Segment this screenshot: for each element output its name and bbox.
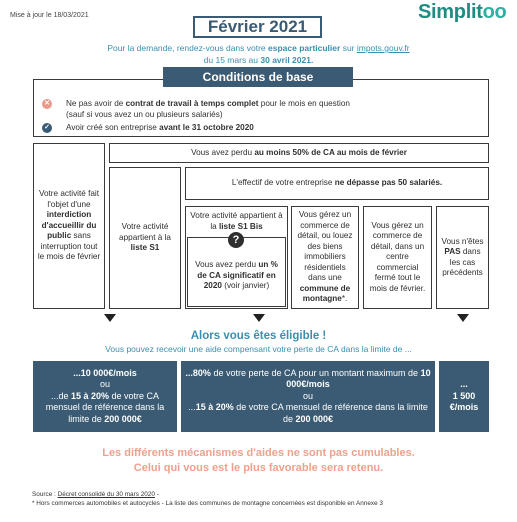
- cond-text: pour le mois en question: [258, 99, 350, 108]
- footer-text: Source :: [32, 491, 58, 498]
- conditions-box: [33, 79, 489, 137]
- aid-box-1: [33, 361, 177, 432]
- intro-text: [30, 43, 487, 66]
- warning-text: [40, 446, 477, 476]
- source-link[interactable]: Décret consolidé du 30 mars 2020: [57, 491, 155, 498]
- crit-bold: un % de CA significatif en 2020: [197, 260, 278, 291]
- cond-text: (sauf si vous avez un ou plusieurs salariés): [66, 110, 223, 119]
- condition-text-contrat: [66, 98, 350, 120]
- criteria-liste-s1: [109, 167, 181, 309]
- criteria-centre-commercial: [363, 206, 432, 309]
- condition-row-creation: [42, 122, 254, 133]
- intro-deadline: 30 avril 2021.: [260, 54, 314, 65]
- page-title: Février 2021: [193, 16, 322, 38]
- intro-text-2: sur: [340, 43, 357, 53]
- intro-line-2: [30, 55, 487, 67]
- crit-text: dans les cas précédents: [442, 247, 483, 277]
- crit-text: Vous avez perdu: [195, 260, 259, 270]
- logo-text-accent: oo: [482, 1, 507, 23]
- crit-text: *.: [341, 294, 348, 304]
- logo-text-main: Simplit: [418, 1, 483, 23]
- intro-text-1: Pour la demande, rendez-vous dans votre: [107, 43, 269, 53]
- aid-box-2: [181, 361, 435, 432]
- criteria-autres-cas: [436, 206, 489, 309]
- impots-link[interactable]: impots.gouv.fr: [356, 43, 410, 53]
- conditions-banner: Conditions de base: [163, 67, 353, 87]
- cond-text: Avoir créé son entreprise: [66, 123, 160, 132]
- simplitoo-logo: [418, 1, 506, 24]
- cond-bold: contrat de travail à temps complet: [125, 99, 259, 108]
- crit-bold: ne dépasse pas 50 salariés.: [334, 178, 443, 188]
- crit-text: Votre activité fait l'objet d'une: [38, 189, 100, 209]
- footer: [32, 491, 502, 508]
- eligibility-title: Alors vous êtes éligible !: [190, 330, 327, 342]
- crit-text: (voir janvier): [221, 281, 270, 291]
- crit-text: sans interruption tout le mois de février: [37, 231, 101, 262]
- aid-text: ...: [188, 402, 196, 413]
- criteria-perte-50: [109, 143, 489, 163]
- footer-source: [32, 491, 502, 500]
- aid-amount: ...10 000€/mois: [73, 367, 137, 378]
- eligibility-subtitle: Vous pouvez recevoir une aide compensant votre perte de CA dans la limite de ...: [105, 344, 412, 354]
- footer-note: * Hors commerces automobiles et autocycles - La liste des communes de montagne concernées est disponible en Annexe 3: [32, 499, 383, 507]
- aid-bold: 10 000€/mois: [286, 367, 431, 390]
- crit-text: Votre activité appartient à la: [119, 222, 171, 242]
- arrow-down-icon: [253, 314, 265, 322]
- intro-dates-text: du 15 mars au: [203, 54, 261, 65]
- aid-amount: 1 500 €/mois: [449, 390, 479, 413]
- criteria-montagne: [291, 206, 359, 309]
- aid-text: de votre CA mensuel de référence dans la limite de: [45, 390, 165, 424]
- criteria-interdiction: [33, 143, 105, 309]
- warning-line-1: Les différents mécanismes d'aides ne sont pas cumulables.: [102, 447, 415, 459]
- crit-bold: liste S1 Bis: [218, 221, 263, 231]
- crit-text: Vous gérez un commerce de détail, ou louez des biens immobiliers résidentiels dans une: [297, 210, 353, 283]
- update-date: Mise à jour le 18/03/2021: [10, 12, 89, 19]
- arrow-down-icon: [457, 314, 469, 322]
- aid-text: ...de: [50, 390, 71, 401]
- crit-text: Vous n'êtes: [441, 236, 484, 246]
- crit-text: Vous gérez un commerce de détail, dans un centre commercial fermé tout le mois de février.: [369, 220, 426, 293]
- crit-bold: interdiction d'accueillir du public: [41, 210, 97, 241]
- crit-bold: commune de montagne: [299, 283, 351, 304]
- aid-bold: 200 000€: [295, 413, 334, 424]
- aid-bold: 15 à 20%: [70, 390, 109, 401]
- crit-bold: liste S1: [130, 243, 160, 253]
- aid-text: de votre perte de CA pour un montant maximum de: [210, 367, 421, 378]
- cond-bold: avant le 31 octobre 2020: [159, 123, 254, 132]
- aid-bold: ...: [460, 379, 468, 390]
- footer-text: -: [154, 491, 159, 498]
- aid-box-3: [439, 361, 489, 432]
- crit-text: L'effectif de votre entreprise: [231, 178, 335, 188]
- aid-bold: 15 à 20%: [195, 402, 234, 413]
- aid-bold: 200 000€: [104, 413, 142, 424]
- aid-or: ou: [99, 379, 110, 390]
- cond-text: Ne pas avoir de: [66, 99, 126, 108]
- aid-or: ou: [302, 390, 313, 401]
- crit-bold: au moins 50% de CA au mois de février: [254, 147, 407, 157]
- intro-line-1: [30, 43, 487, 55]
- check-icon: ✓: [42, 123, 52, 133]
- arrow-down-icon: [104, 314, 116, 322]
- intro-espace-particulier: espace particulier: [268, 43, 341, 53]
- question-mark-icon: ?: [228, 232, 244, 248]
- crit-text: Votre activité appartient à la: [190, 211, 283, 231]
- aid-bold: ...80%: [185, 367, 211, 378]
- crit-text: Vous avez perdu: [191, 147, 255, 157]
- cross-icon: ✕: [42, 99, 52, 109]
- crit-bold: PAS: [444, 247, 461, 256]
- condition-text-creation: [66, 122, 254, 133]
- aid-text: de votre CA mensuel de référence dans la limite de: [233, 402, 428, 424]
- warning-line-2: Celui qui vous est le plus favorable sera retenu.: [133, 462, 384, 474]
- criteria-effectif: [185, 167, 489, 200]
- condition-row-contrat: [42, 98, 350, 120]
